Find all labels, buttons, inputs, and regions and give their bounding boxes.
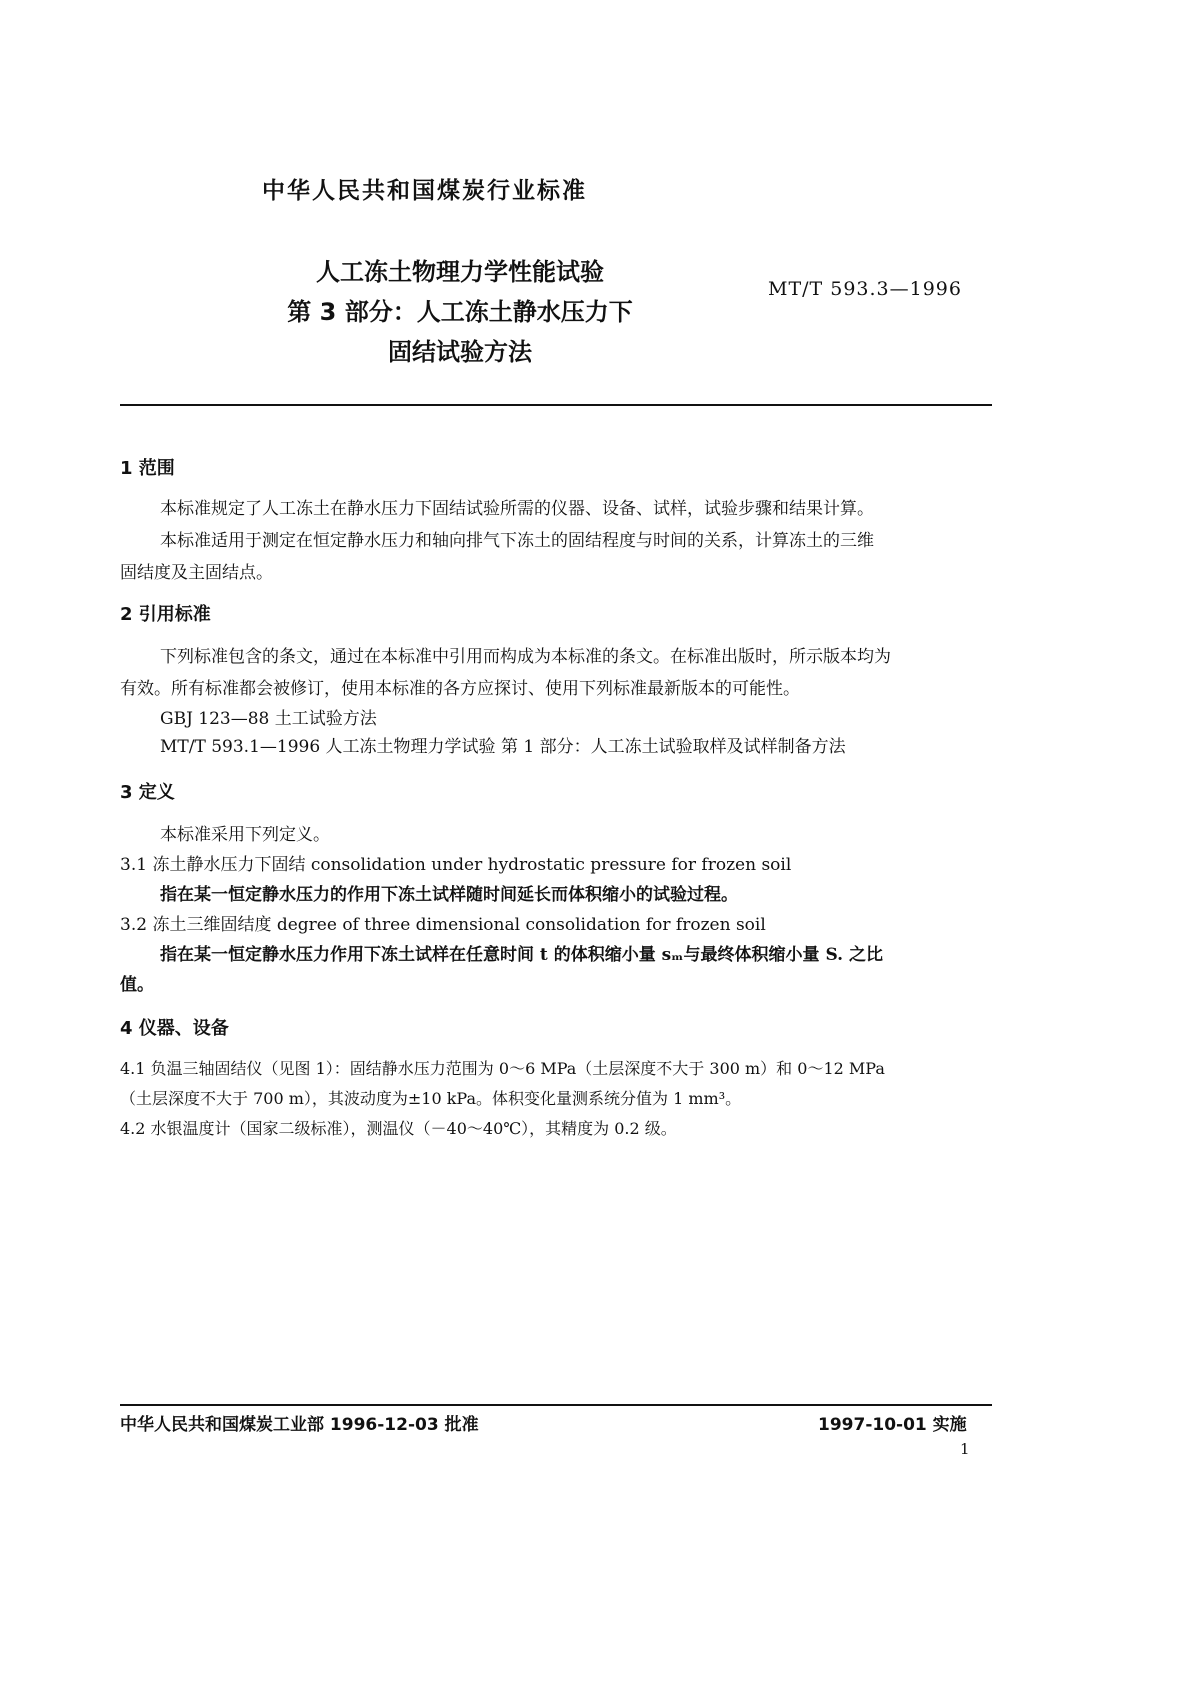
title-line-3: 固结试验方法 xyxy=(388,338,532,366)
standard-code: MT/T 593.3—1996 xyxy=(768,278,962,300)
section-3-heading: 3 定义 xyxy=(120,782,175,803)
section-4-heading: 4 仪器、设备 xyxy=(120,1018,229,1039)
effective-date: 1997-10-01 实施 xyxy=(818,1415,967,1435)
paragraph: 本标准采用下列定义。 xyxy=(160,825,330,845)
section-1-heading: 1 范围 xyxy=(120,458,175,479)
definition-text: 值。 xyxy=(120,975,154,995)
paragraph: 有效。所有标准都会被修订，使用本标准的各方应探讨、使用下列标准最新版本的可能性。 xyxy=(120,679,800,699)
issuer-header: 中华人民共和国煤炭行业标准 xyxy=(262,178,587,204)
header-rule xyxy=(120,404,992,406)
title-line-2: 第 3 部分：人工冻土静水压力下 xyxy=(287,298,633,326)
paragraph: 下列标准包含的条文，通过在本标准中引用而构成为本标准的条文。在标准出版时，所示版本均为 xyxy=(160,647,891,667)
reference-item: MT/T 593.1—1996 人工冻土物理力学试验 第 1 部分：人工冻土试验取样及试样制备方法 xyxy=(160,737,846,757)
approval-note: 中华人民共和国煤炭工业部 1996-12-03 批准 xyxy=(120,1415,479,1435)
section-2-heading: 2 引用标准 xyxy=(120,604,211,625)
instrument-item: 4.1 负温三轴固结仪（见图 1）：固结静水压力范围为 0～6 MPa（土层深度不大于 300 m）和 0～12 MPa xyxy=(120,1059,885,1078)
footer-rule xyxy=(120,1404,992,1406)
paragraph: 本标准规定了人工冻土在静水压力下固结试验所需的仪器、设备、试样，试验步骤和结果计算。 xyxy=(160,499,874,519)
title-line-1: 人工冻土物理力学性能试验 xyxy=(316,258,604,286)
definition-term: 3.1 冻土静水压力下固结 consolidation under hydrostatic pressure for frozen soil xyxy=(120,855,792,875)
instrument-item: 4.2 水银温度计（国家二级标准），测温仪（－40～40℃），其精度为 0.2 级。 xyxy=(120,1119,677,1138)
definition-text: 指在某一恒定静水压力的作用下冻土试样随时间延长而体积缩小的试验过程。 xyxy=(160,885,738,905)
reference-item: GBJ 123—88 土工试验方法 xyxy=(160,709,377,729)
paragraph: 固结度及主固结点。 xyxy=(120,563,273,583)
instrument-item: （土层深度不大于 700 m），其波动度为±10 kPa。体积变化量测系统分值为 1 mm³。 xyxy=(120,1089,742,1108)
definition-term: 3.2 冻土三维固结度 degree of three dimensional consolidation for frozen soil xyxy=(120,915,766,935)
definition-text: 指在某一恒定静水压力作用下冻土试样在任意时间 t 的体积缩小量 sₘ与最终体积缩小量 S. 之比 xyxy=(160,945,883,965)
paragraph: 本标准适用于测定在恒定静水压力和轴向排气下冻土的固结程度与时间的关系，计算冻土的三维 xyxy=(160,531,874,551)
page-number: 1 xyxy=(960,1440,970,1458)
